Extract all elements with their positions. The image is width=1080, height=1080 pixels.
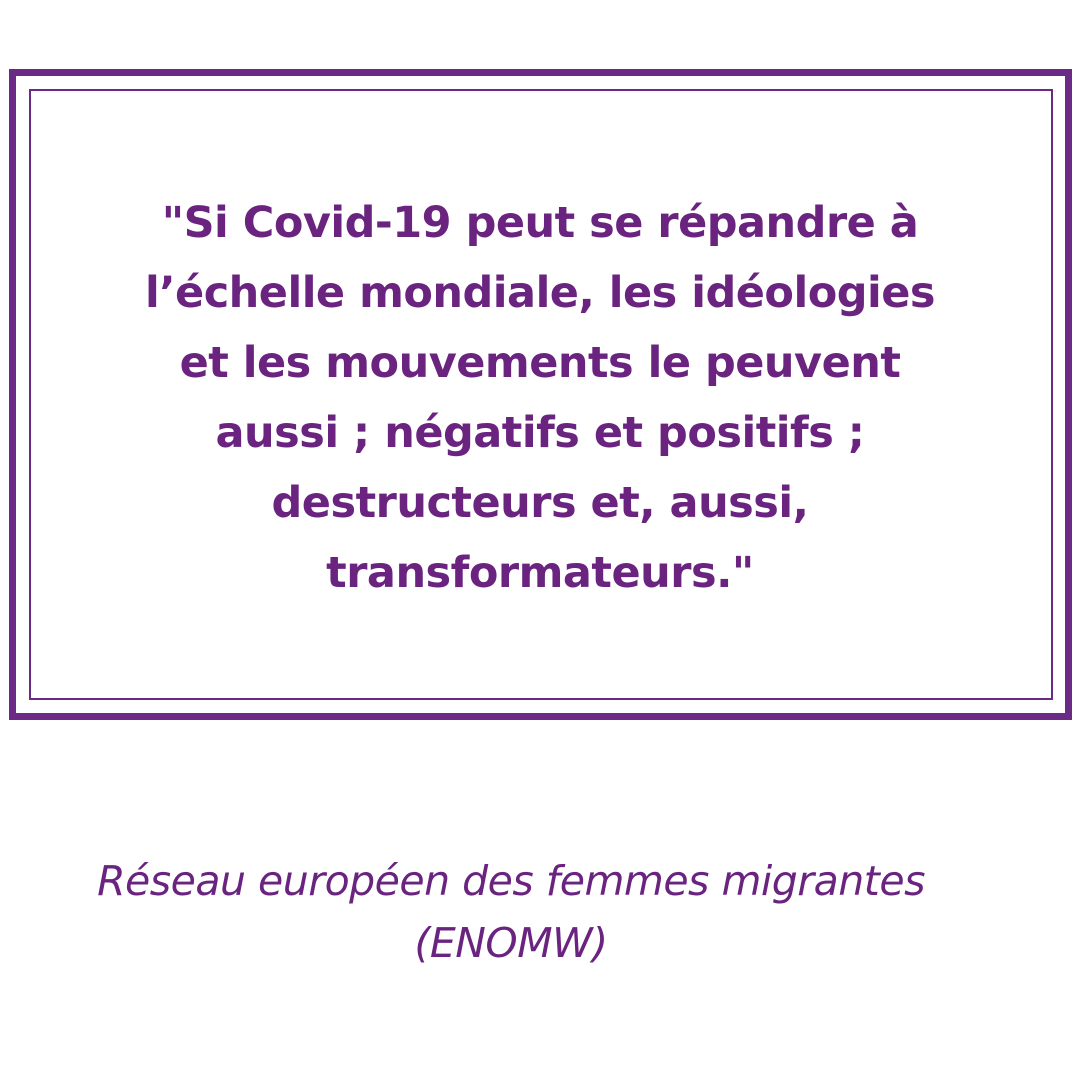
quote-line: l’échelle mondiale, les idéologies [144,268,936,318]
quote-line: destructeurs et, aussi, [271,478,809,528]
quote-line: aussi ; négatifs et positifs ; [215,408,865,458]
attribution-line: (ENOMW) [414,919,608,967]
quote-line: "Si Covid-19 peut se répandre à [161,198,919,248]
attribution-text [0,850,1022,974]
attribution-line: Réseau européen des femmes migrantes [97,857,925,905]
quote-text [60,188,1020,608]
quote-line: transformateurs." [326,548,754,598]
quote-line: et les mouvements le peuvent [179,338,901,388]
